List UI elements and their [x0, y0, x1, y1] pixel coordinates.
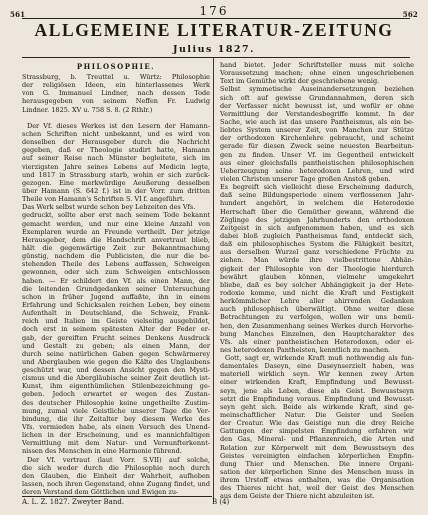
text-line: den Glauben, die Einheit der Wahrheit, aufheben	[22, 471, 210, 480]
text-line: rodoxie komme, und nicht die Kraft und Festigkeit	[220, 288, 414, 297]
text-line: die sich weder durch die Philosophie noch durch	[22, 463, 210, 472]
text-line: der religiösen Ideen, ein hinterlassenes Werk	[22, 81, 210, 90]
text-line: Der Vf. dieses Werkes ist den Lesern der Hamann-	[27, 121, 210, 130]
text-line: Herrschaft über die Gemüther gewann, während die	[220, 207, 414, 216]
text-line: Betrachtungen zu verfolgen, wollen wir uns bemü-	[220, 313, 414, 322]
text-line: lichen in der Erscheinung, und es mannichfaltigen	[22, 431, 210, 440]
text-line: hen, den Zusammenhang seines Werkes durch Hervorhe-	[220, 321, 414, 330]
column-divider	[213, 58, 214, 502]
text-line: gerade für diesen Zweck seine neuesten Bearbeitun-	[220, 142, 414, 151]
text-line: Relation zur Körperwelt mit dem Bewusstseyn des	[220, 443, 414, 452]
right-column	[220, 61, 414, 501]
left-column	[22, 61, 210, 496]
text-line: bliebe, daß es bey solcher Abhängigkeit ja der Hete-	[220, 280, 414, 289]
text-line: schen Schriften nicht unbekannt, und es wird von	[22, 129, 210, 138]
text-line: Aufenthalt in Deutschland, die Schweiz, Frank-	[22, 309, 210, 318]
text-line: daß ein philosophisches System die Fähigkeit besitzt,	[220, 240, 414, 249]
text-line: damentales Daseyn, eine Daseynserzielt haben, was	[220, 362, 414, 371]
text-line: auch philosophisch überwältigt. Ohne weiter diese	[220, 305, 414, 314]
date-rule	[22, 57, 410, 58]
text-line: hält die gegenwärtige Zeit zur Bekanntmachung	[22, 243, 210, 252]
text-line: Lindner. 1825. XV u. 758 S. 8. (2 Rthlr.)	[22, 105, 153, 114]
text-line: gen zu finden. Unser Vf. im Gegentheil entwickelt	[220, 150, 414, 159]
text-line: Vermittlung der Verstandesbegriffe kommt. In der	[220, 109, 414, 118]
text-line: denselben der Herausgeber durch die Nachricht	[22, 138, 210, 147]
text-line: Kunst, ihm eigenthümlichen Stilenbezeichnung ge-	[22, 382, 210, 391]
text-line: Ueberzeugung seine heterodoxen Lehren, und wird	[220, 166, 414, 175]
text-line: die leitenden Grundgedanken seiner Untersuchung	[22, 284, 210, 293]
text-line: herkömmlicher Lehre aller ahirrenden Gedanken	[220, 297, 414, 306]
text-line: Es begreift sich vielleicht diese Erscheinung dadurch,	[220, 183, 414, 192]
text-line: gigkeit der Philosophie von der Theologie hierdurch	[220, 264, 414, 273]
text-line: herausgegeben von seinem Neffen Fr. Ludwig	[22, 97, 210, 106]
issue-date: Julius 1827.	[173, 44, 255, 55]
text-line: gedruckt, sollte aber erst nach seinem Tode bekannt	[22, 211, 210, 220]
text-line: Text im Gemüthe wirkt der geschriebene wenig.	[220, 77, 380, 86]
text-line: Gattungen der simpelsten Empfindung erfahren wir	[220, 427, 414, 436]
text-line: Vermittlung mit dem Natur- und Vernunfterkennt-	[22, 439, 210, 448]
masthead-title: ALLGEMEINE LITERATUR-ZEITUNG	[34, 20, 394, 40]
text-line: lassen, noch ihren Gegenstand, ohne Zugang findet, und	[22, 480, 210, 489]
text-line: reich und Italien im Geiste vielseitig ausgebildet,	[22, 317, 210, 326]
text-line: gemacht werden, und nur eine kleine Anzahl von	[22, 219, 210, 228]
text-line: günstig, nachdem die Publicisten, die nur die be-	[22, 252, 210, 261]
text-line: bindung, die ihr Zeitalter bey diesem Werke des	[22, 414, 210, 423]
text-line: aus dem Geiste der Thiere nicht abzuleiten ist.	[220, 492, 375, 501]
text-line: seyn geht sich. Beide als wirkende Kraft, sind ge-	[220, 402, 414, 411]
text-line: aus einer gleichsfalls pantheistischen philosophischen	[220, 158, 414, 167]
text-line: Vfs. als einer pantheistischen Heterodoxen, oder ei-	[220, 337, 414, 346]
text-line: schon in früher Jugend auffaßte, ihn in einem	[22, 292, 210, 301]
text-line: mung, zumal viele Geistliche unserer Tage die Ver-	[22, 406, 210, 415]
text-line: gegeben, daß er Theologie studirt hatte, Hamann	[22, 146, 210, 155]
text-line: sation der körperlichen Sinne des Menschen muss in	[220, 468, 414, 477]
text-line: geschützt war, und dessen Ansicht gegen den Mysti-	[22, 366, 210, 375]
volume-note: A. L. Z. 1827. Zweyter Band.	[22, 498, 125, 506]
text-line: und 1817 in Strassburg starb, wohin er sich zurück-	[22, 170, 210, 179]
folio-left: 561	[10, 10, 26, 19]
text-line: vierzigsten Jahre seines Lebens auf Medicin legte,	[22, 162, 210, 171]
text-line: Herausgeber, dem die Handschrift anvertraut blieb,	[22, 235, 210, 244]
text-line: liebtes System unserer Zeit, von Manchen zur Stütze	[220, 126, 414, 135]
text-line: stehenden Theile des Lebens auffassen, Schweigen	[22, 260, 210, 269]
text-line: einer wirkenden Kraft, Empfindung und Bewusst-	[220, 378, 414, 387]
text-line: Der Vf. vertraut (laut Vorr. S.VII) auf solche,	[27, 455, 210, 464]
text-line: Erfahrung und Schicksalen reichen Leben, bey einem	[22, 300, 210, 309]
text-line: seyn, jene als Leben, diese als Geist. Bewusstseyn	[220, 386, 414, 395]
text-line: von G. Immanuel Lindner, nach dessen Tode	[22, 89, 210, 98]
text-line: Zöglinge des jetzigen Jahrhunderts den orthodoxen	[220, 215, 414, 224]
text-line: hundert angehört, in welchem die Heterodoxie	[220, 199, 414, 208]
text-line: den Gas, Mineral- und Pflanzenreich, die Arten und	[220, 435, 414, 444]
text-line: doch erst in seinem spätesten Alter der Feder er-	[22, 325, 210, 334]
text-line: vielen Christen unserer Tage großen Anstoß geben.	[220, 174, 391, 183]
text-line: Das Werk selbst wurde schon bey Lebzeiten des Vfs.	[22, 203, 196, 212]
text-line: sich oft auf gewisse Grundannahmen, deren sich	[220, 93, 414, 102]
text-line: des deutscher Philosophie keine ungetheilte Zustim-	[22, 398, 210, 407]
text-line: Voraussetzung machen; ohne einen ungeschriebenen	[220, 69, 414, 78]
text-line: aus derselben Wurzel ganz verschiedene Früchte zu	[220, 248, 414, 257]
text-line: materiell wirklich seyn. Wir kennen zwey Arten	[220, 370, 414, 379]
text-line: Vfs. vermieden habe, als einen Versuch des Unend-	[22, 423, 210, 432]
text-line: auf seiner Reise nach Münster begleitete, sich im	[22, 154, 210, 163]
text-line: Strassburg, b. Treuttel u. Würtz: Philosophie	[22, 73, 210, 81]
text-line: ihrem Urstoff etwas enthalten, was die Organisation	[220, 476, 414, 485]
text-line	[22, 114, 210, 122]
text-line: Sache, wie auch ist das unsere Pantheismus, als ein be-	[220, 117, 414, 126]
text-line: daß seine Bildungsperiode einem verflossenen Jahr-	[220, 191, 414, 200]
text-line: dung Thier und Menschen. Die innere Organi-	[220, 459, 414, 468]
text-line: haben. — Er schildert den Vf. als einen Mann, der	[22, 276, 210, 285]
page-number: 176	[199, 4, 229, 18]
text-line: cismus und die Abergläubische seiner Zeit deutlich ist-	[22, 374, 210, 383]
text-line: nes heterodoxen Pantheisten, kenntlich zu machen.	[220, 345, 391, 354]
text-line: und Aberglauben wie gegen die Kälte des Unglaubens	[22, 357, 210, 366]
text-line: Selbst symmetische Auseinandersetzungen beziehen	[220, 85, 414, 94]
text-line: über Hamann (S. 642 f.) ist in der Vorr. zum dritten	[22, 186, 210, 195]
text-line: Gott, sagt er, wirkende Kraft muß nothwendig als fun-	[225, 354, 414, 363]
text-line: bung Manches Einzelnen, den Hauptcharakter des	[220, 329, 414, 338]
text-line: Exemplaren wurde an Freunde vertheilt. Der jetzige	[22, 227, 210, 236]
text-line: Geistes vereinigten einfachen körperlichen Empfin-	[220, 451, 414, 460]
text-line: hand bietet. Jeder Schriftsteller muss mit solche	[220, 61, 414, 69]
text-line: setzt die Empfindung voraus. Empfindung und Bewusst-	[220, 394, 414, 403]
text-line: durch seine natürlichen Gaben gegen Schwärmerey	[22, 349, 210, 358]
text-line: der Verfasser nicht bewusst ist, und wofür er ohne	[220, 101, 414, 110]
text-line: meinschaftlicher Natur. Die Geister und Seelen	[220, 411, 414, 420]
text-line: ziehen. Man würde ihre vielbestrittene Abhän-	[220, 256, 414, 265]
text-line: Zeitgeist in sich aufgenommen haben, und es sich	[220, 223, 414, 232]
text-line: gewonnen, oder sich zum Schweigen entschlossen	[22, 268, 210, 277]
sheet-signature: B (4)	[212, 498, 230, 506]
folio-right: 562	[402, 10, 418, 19]
text-line: bewährt glauben können, vielmehr umgekehrt	[220, 272, 414, 281]
text-line: gezogen. Eine merkwürdige Aeußerung desselben	[22, 178, 210, 187]
text-line: geben. Jedoch erwartet er wegen des Zustan-	[22, 390, 210, 399]
text-line: des Thieres nicht hat, weil der Geist des Menschen	[220, 484, 414, 493]
text-line: Theile von Hamann's Schriften S. VI f. angeführt.	[22, 195, 185, 204]
text-line: und Gestalt zu geben; als einen Mann, der	[22, 341, 210, 350]
text-line: deren Verstand dem Göttlichen und Ewigen zu-	[22, 488, 179, 497]
text-line: der orthodoxen Kirchenlehre gebraucht, und scheint	[220, 134, 414, 143]
text-line: nissen des Menschen in eine Harmonie führend.	[22, 447, 182, 456]
text-line: dabei bloß zugleich Pantheismus fand, entdeckt sich,	[220, 231, 414, 240]
section-heading: PHILOSOPHIE.	[76, 62, 156, 71]
text-line: der Creatur. Wie das Geistige nun die drey Reiche	[220, 419, 414, 428]
text-line: gab, der gereiften Frucht seines Denkens Ausdruck	[22, 333, 210, 342]
